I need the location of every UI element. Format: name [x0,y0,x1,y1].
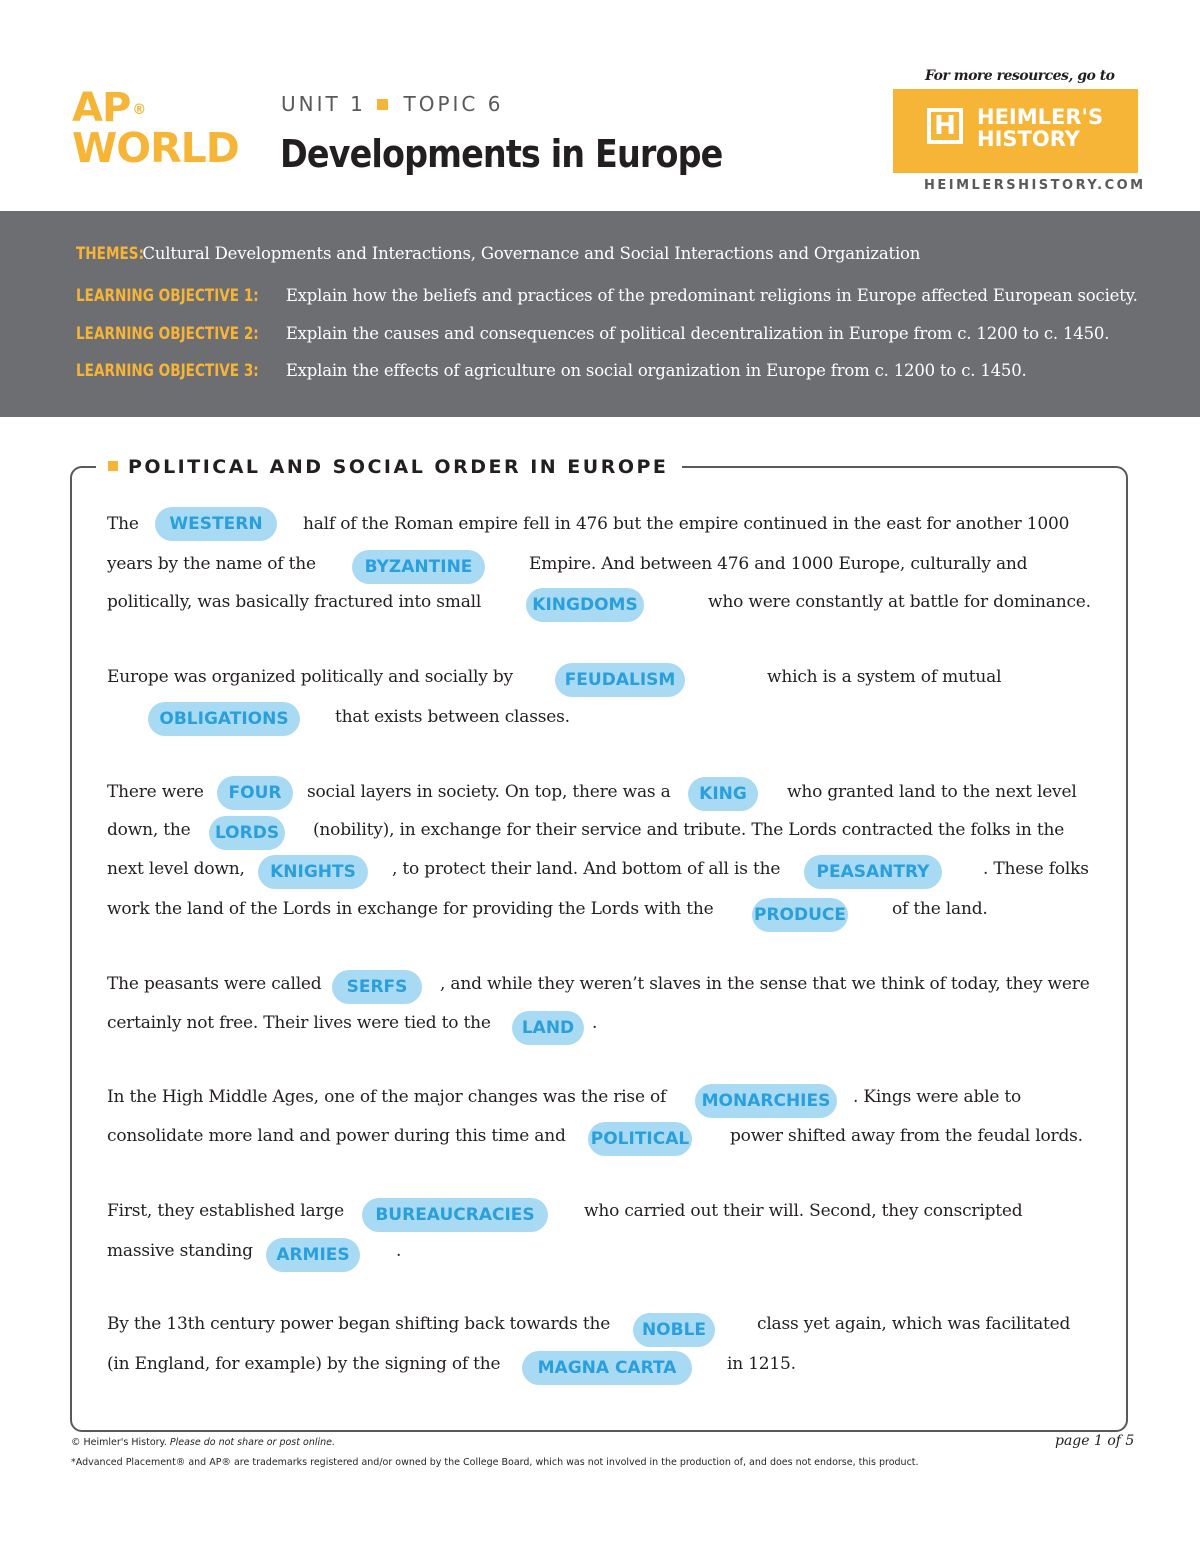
answer-peasantry[interactable]: PEASANTRY [804,855,942,889]
answer-bureaucracies[interactable]: BUREAUCRACIES [362,1198,548,1232]
answer-monarchies[interactable]: MONARCHIES [695,1084,837,1118]
answer-armies[interactable]: ARMIES [266,1238,360,1272]
p2-text: Europe was organized politically and socially by [107,667,513,687]
answer-four[interactable]: FOUR [217,776,293,810]
p1-text: half of the Roman empire fell in 476 but the empire continued in the east for another 1000 [303,514,1070,534]
lo3-label: LEARNING OBJECTIVE 3: [76,361,259,381]
p7-text: (in England, for example) by the signing of the [107,1354,501,1374]
themes-label: THEMES: [76,244,145,264]
themes-text: Cultural Developments and Interactions, Governance and Social Interactions and Organization [142,244,921,263]
themes-row [76,244,920,264]
p1-text: Empire. And between 476 and 1000 Europe, culturally and [529,554,1028,574]
p3-text: down, the [107,820,191,840]
p3-text: work the land of the Lords in exchange for providing the Lords with the [107,899,714,919]
p6-text: who carried out their will. Second, they conscripted [584,1201,1023,1221]
p4-text: , and while they weren’t slaves in the sense that we think of today, they were [440,974,1090,994]
lo1-text: Explain how the beliefs and practices of the predominant religions in Europe affected European society. [285,286,1138,305]
p1-text: years by the name of the [107,554,316,574]
answer-noble[interactable]: NOBLE [633,1313,715,1347]
lo3-text: Explain the effects of agriculture on social organization in Europe from c. 1200 to c. 1450. [285,361,1027,380]
p3-text: , to protect their land. And bottom of all is the [392,859,781,879]
answer-lords[interactable]: LORDS [209,816,285,850]
topic-label: TOPIC 6 [403,92,504,116]
footer-copyright [71,1437,335,1448]
heimlers-h-icon: H [927,108,963,144]
p7-text: in 1215. [727,1354,796,1374]
brand-url-link[interactable]: HEIMLERSHISTORY.COM [924,178,1146,193]
lo2-text: Explain the causes and consequences of political decentralization in Europe from c. 1200 to c. 1450. [285,324,1110,343]
p1-text: who were constantly at battle for dominance. [708,592,1091,612]
answer-feudalism[interactable]: FEUDALISM [555,663,685,697]
unit-label: UNIT 1 [281,92,366,116]
section-heading [96,453,682,481]
separator-square-icon [377,99,388,110]
p2-text: which is a system of mutual [767,667,1002,687]
page-title: Developments in Europe [280,132,723,176]
copyright-text: © Heimler's History. [71,1437,167,1448]
p5-text: power shifted away from the feudal lords. [730,1126,1083,1146]
answer-produce[interactable]: PRODUCE [752,898,848,932]
unit-topic-line [281,92,503,116]
p3-text: of the land. [892,899,988,919]
p7-text: By the 13th century power began shifting back towards the [107,1314,611,1334]
p3-text: social layers in society. On top, there was a [307,782,671,802]
logo-world-text: WORLD [72,124,239,172]
p1-text: The [107,514,139,534]
answer-magna-carta[interactable]: MAGNA CARTA [522,1351,692,1385]
brand-name-line1: HEIMLER'S [977,105,1104,129]
p5-text: In the High Middle Ages, one of the major changes was the rise of [107,1087,667,1107]
p3-text: next level down, [107,859,245,879]
lo2-label: LEARNING OBJECTIVE 2: [76,324,259,344]
share-notice: Please do not share or post online. [169,1437,335,1448]
footer-trademark: *Advanced Placement® and AP® are trademarks registered and/or owned by the College Board, which was not involved in the production of, and does not endorse, this product. [71,1457,919,1468]
answer-land[interactable]: LAND [512,1011,584,1045]
p6-text: . [396,1241,402,1261]
p5-text: . Kings were able to [853,1087,1022,1107]
learning-objective-1 [76,286,1138,306]
objectives-band [0,211,1200,417]
p3-text: . These folks [983,859,1089,879]
ap-world-logo [72,85,272,188]
learning-objective-3 [76,361,1027,381]
p3-text: who granted land to the next level [787,782,1077,802]
p4-text: . [592,1013,598,1033]
answer-obligations[interactable]: OBLIGATIONS [148,702,300,736]
page-number: page 1 of 5 [1055,1433,1135,1449]
p6-text: massive standing [107,1241,253,1261]
answer-serfs[interactable]: SERFS [332,970,422,1004]
brand-name-line2: HISTORY [977,127,1080,151]
p5-text: consolidate more land and power during this time and [107,1126,566,1146]
lo1-label: LEARNING OBJECTIVE 1: [76,286,259,306]
p2-text: that exists between classes. [335,707,570,727]
p3-text: There were [107,782,204,802]
p3-text: (nobility), in exchange for their service and tribute. The Lords contracted the folks in the [313,820,1065,840]
logo-ap-text: AP [72,85,131,131]
section-heading-text: POLITICAL AND SOCIAL ORDER IN EUROPE [128,456,669,478]
p6-text: First, they established large [107,1201,344,1221]
brand-name [977,106,1103,150]
p4-text: The peasants were called [107,974,322,994]
answer-political[interactable]: POLITICAL [588,1122,692,1156]
answer-byzantine[interactable]: BYZANTINE [352,550,485,584]
p4-text: certainly not free. Their lives were tied to the [107,1013,491,1033]
answer-kingdoms[interactable]: KINGDOMS [526,588,644,622]
learning-objective-2 [76,324,1109,344]
heading-square-icon [108,461,118,471]
answer-knights[interactable]: KNIGHTS [258,855,368,889]
heimlers-history-logo[interactable] [893,89,1138,173]
more-resources-text: For more resources, go to [925,68,1115,84]
p7-text: class yet again, which was facilitated [757,1314,1071,1334]
answer-western[interactable]: WESTERN [155,507,277,541]
logo-registered-mark: ® [132,102,146,118]
p1-text: politically, was basically fractured into small [107,592,482,612]
answer-king[interactable]: KING [688,777,758,811]
